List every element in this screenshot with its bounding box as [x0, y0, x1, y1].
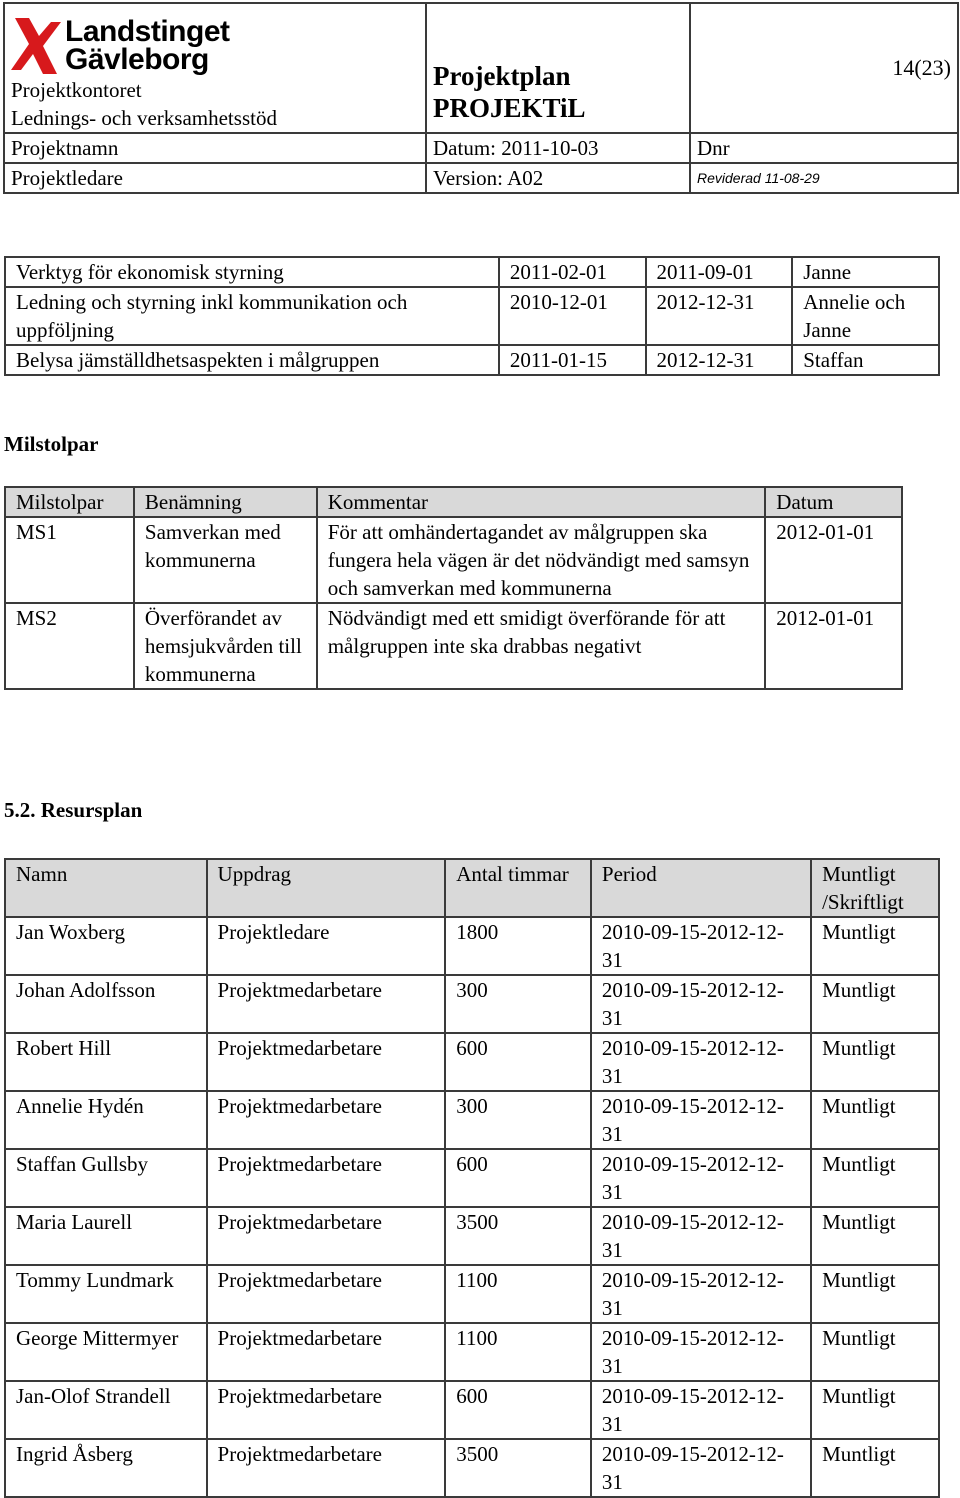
header-version: Version: A02	[426, 163, 690, 193]
resources-column-header: Antal timmar	[445, 859, 591, 917]
milestone-date: 2012-01-01	[765, 603, 902, 689]
resource-hours: 1100	[445, 1323, 591, 1381]
activity-start-date: 2011-01-15	[499, 345, 646, 375]
resources-column-header: Namn	[5, 859, 207, 917]
resource-row	[5, 1091, 939, 1149]
resource-role: Projektmedarbetare	[207, 1323, 446, 1381]
resource-name: George Mittermyer	[5, 1323, 207, 1381]
resource-hours: 300	[445, 1091, 591, 1149]
resource-role: Projektmedarbetare	[207, 975, 446, 1033]
resource-mode: Muntligt	[811, 1323, 939, 1381]
activity-row	[5, 287, 939, 345]
resource-row	[5, 1207, 939, 1265]
resource-role: Projektmedarbetare	[207, 1149, 446, 1207]
milestones-column-header: Benämning	[134, 487, 317, 517]
logo-line-2: Gävleborg	[65, 43, 209, 76]
resource-hours: 1100	[445, 1265, 591, 1323]
milestone-comment: Nödvändigt med ett smidigt överförande för att målgruppen inte ska drabbas negativt	[317, 603, 766, 689]
resource-role: Projektledare	[207, 917, 446, 975]
resource-hours: 600	[445, 1033, 591, 1091]
resource-period: 2010-09-15-2012-12-31	[591, 1033, 811, 1091]
activity-end-date: 2012-12-31	[646, 287, 793, 345]
resource-role: Projektmedarbetare	[207, 1265, 446, 1323]
resource-role: Projektmedarbetare	[207, 1033, 446, 1091]
resource-mode: Muntligt	[811, 917, 939, 975]
resource-period: 2010-09-15-2012-12-31	[591, 1439, 811, 1497]
resource-name: Staffan Gullsby	[5, 1149, 207, 1207]
resource-row	[5, 1265, 939, 1323]
resource-period: 2010-09-15-2012-12-31	[591, 1381, 811, 1439]
milestone-id: MS2	[5, 603, 134, 689]
header-org-cell	[4, 3, 426, 133]
resource-row	[5, 1323, 939, 1381]
header-projektledare: Projektledare	[4, 163, 426, 193]
resource-name: Annelie Hydén	[5, 1091, 207, 1149]
milestone-comment: För att omhändertagandet av målgruppen ska fungera hela vägen är det nödvändigt med samsyn och samverkan med kommunerna	[317, 517, 766, 603]
header-revised: Reviderad 11-08-29	[690, 163, 958, 193]
activity-end-date: 2012-12-31	[646, 345, 793, 375]
organization-logo	[11, 15, 419, 76]
milestone-name: Samverkan med kommunerna	[134, 517, 317, 603]
lightning-logo-icon	[11, 18, 61, 74]
activity-row	[5, 257, 939, 287]
resource-row	[5, 917, 939, 975]
activity-owner: Janne	[792, 257, 939, 287]
activity-end-date: 2011-09-01	[646, 257, 793, 287]
document-header	[3, 2, 959, 194]
resource-period: 2010-09-15-2012-12-31	[591, 1091, 811, 1149]
resource-hours: 1800	[445, 917, 591, 975]
resources-column-header: Period	[591, 859, 811, 917]
resource-role: Projektmedarbetare	[207, 1207, 446, 1265]
resource-row	[5, 1381, 939, 1439]
resource-name: Jan-Olof Strandell	[5, 1381, 207, 1439]
logo-line-1: Landstinget	[65, 15, 230, 48]
resources-table	[4, 858, 940, 1498]
milestone-date: 2012-01-01	[765, 517, 902, 603]
resource-role: Projektmedarbetare	[207, 1381, 446, 1439]
activity-owner: Annelie och Janne	[792, 287, 939, 345]
resource-mode: Muntligt	[811, 1091, 939, 1149]
resource-hours: 3500	[445, 1439, 591, 1497]
resource-mode: Muntligt	[811, 975, 939, 1033]
activity-start-date: 2010-12-01	[499, 287, 646, 345]
milestones-table	[4, 486, 903, 690]
header-title-cell	[426, 3, 690, 133]
resource-name: Tommy Lundmark	[5, 1265, 207, 1323]
resource-name: Ingrid Åsberg	[5, 1439, 207, 1497]
resource-hours: 600	[445, 1149, 591, 1207]
milestones-heading: Milstolpar	[4, 432, 99, 456]
resource-name: Jan Woxberg	[5, 917, 207, 975]
resources-column-header: Muntligt /Skriftligt	[811, 859, 939, 917]
project-name: PROJEKTiL	[433, 93, 586, 123]
milestone-row	[5, 603, 902, 689]
resource-mode: Muntligt	[811, 1265, 939, 1323]
milestone-row	[5, 517, 902, 603]
activity-name: Ledning och styrning inkl kommunikation och uppföljning	[5, 287, 499, 345]
department-name: Projektkontoret	[11, 78, 142, 102]
resource-hours: 3500	[445, 1207, 591, 1265]
resource-role: Projektmedarbetare	[207, 1091, 446, 1149]
header-projektnamn: Projektnamn	[4, 133, 426, 163]
resource-period: 2010-09-15-2012-12-31	[591, 1265, 811, 1323]
resource-period: 2010-09-15-2012-12-31	[591, 1323, 811, 1381]
resources-column-header: Uppdrag	[207, 859, 446, 917]
resource-hours: 300	[445, 975, 591, 1033]
activities-table	[4, 256, 940, 376]
department-unit: Lednings- och verksamhetsstöd	[11, 106, 277, 130]
activity-name: Verktyg för ekonomisk styrning	[5, 257, 499, 287]
document-type: Projektplan	[433, 61, 571, 91]
resource-name: Robert Hill	[5, 1033, 207, 1091]
resource-period: 2010-09-15-2012-12-31	[591, 975, 811, 1033]
resource-name: Johan Adolfsson	[5, 975, 207, 1033]
resource-plan-heading: 5.2. Resursplan	[4, 798, 143, 822]
activity-name: Belysa jämställdhetsaspekten i målgruppen	[5, 345, 499, 375]
activity-start-date: 2011-02-01	[499, 257, 646, 287]
activity-owner: Staffan	[792, 345, 939, 375]
resource-row	[5, 1033, 939, 1091]
resource-mode: Muntligt	[811, 1439, 939, 1497]
header-dnr: Dnr	[690, 133, 958, 163]
resource-mode: Muntligt	[811, 1207, 939, 1265]
milestones-column-header: Milstolpar	[5, 487, 134, 517]
milestones-column-header: Kommentar	[317, 487, 766, 517]
resource-period: 2010-09-15-2012-12-31	[591, 917, 811, 975]
resource-row	[5, 1439, 939, 1497]
resource-row	[5, 1149, 939, 1207]
milestones-column-header: Datum	[765, 487, 902, 517]
resource-hours: 600	[445, 1381, 591, 1439]
milestone-id: MS1	[5, 517, 134, 603]
resource-role: Projektmedarbetare	[207, 1439, 446, 1497]
resource-period: 2010-09-15-2012-12-31	[591, 1207, 811, 1265]
resource-mode: Muntligt	[811, 1381, 939, 1439]
activity-row	[5, 345, 939, 375]
header-date: Datum: 2011-10-03	[426, 133, 690, 163]
milestone-name: Överförandet av hemsjukvården till kommunerna	[134, 603, 317, 689]
resource-name: Maria Laurell	[5, 1207, 207, 1265]
resource-row	[5, 975, 939, 1033]
resource-mode: Muntligt	[811, 1033, 939, 1091]
page-number: 14(23)	[690, 3, 958, 133]
resource-mode: Muntligt	[811, 1149, 939, 1207]
resource-period: 2010-09-15-2012-12-31	[591, 1149, 811, 1207]
